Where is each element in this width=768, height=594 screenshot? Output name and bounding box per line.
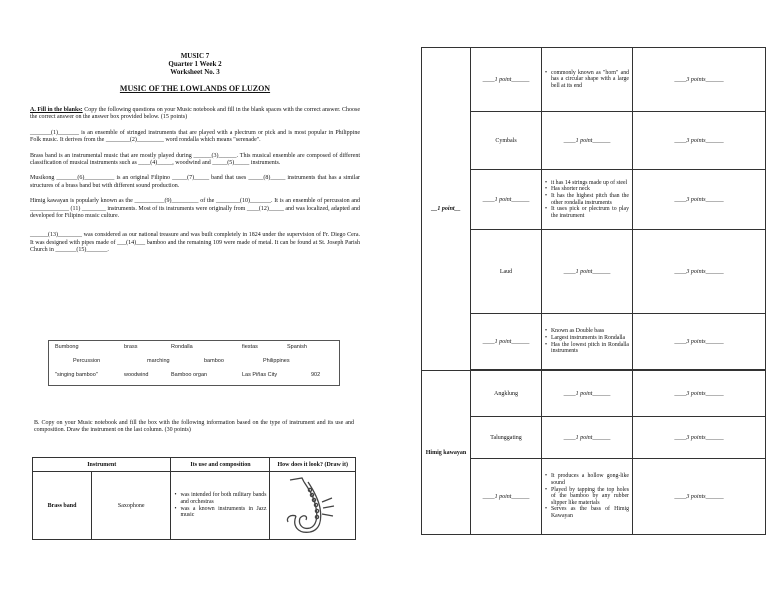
- drawing-points: ____3 points______: [633, 230, 766, 314]
- description-cell: [542, 48, 633, 112]
- use-item: • was intended for both military bands and orchestras: [174, 492, 266, 505]
- use-composition-cell: [171, 472, 270, 540]
- worksheet-number: Worksheet No. 3: [170, 68, 220, 76]
- answer-choice: Philippines: [263, 358, 290, 364]
- section-a-instructions: [30, 107, 360, 122]
- drawing-points: ____3 points______: [633, 371, 766, 417]
- description-item: • Known as Double bass: [545, 328, 629, 335]
- answer-choice: Bumbong: [55, 344, 79, 350]
- answer-choice: "singing bamboo": [55, 372, 98, 378]
- drawing-points: ____3 points______: [633, 314, 766, 370]
- left-page: [30, 52, 360, 255]
- instrument-name-blank: ____1 point______: [471, 170, 542, 230]
- instrument-table: [32, 457, 356, 540]
- answer-choice: Las Piñas City: [242, 372, 278, 378]
- description-item: • commonly known as "horn" and has a circular shape with a large bell at its end: [545, 70, 629, 90]
- description-cell: [542, 314, 633, 370]
- worksheet-title: MUSIC OF THE LOWLANDS OF LUZON: [119, 84, 271, 93]
- answer-choice: woodwind: [124, 372, 149, 378]
- description-cell: [542, 459, 633, 535]
- description-blank: ____1 point______: [542, 417, 633, 459]
- answer-choice: Rondalla: [171, 344, 193, 350]
- description-item: • Played by tapping the top holes of the bamboo by any rubber slipper like materials: [545, 487, 629, 507]
- question-6-8: Musikong _______(6)__________ is an original Filipino _____(7)_____ band that uses _____(8)_____ instruments that has a similar structures of a brass band but with different sound production.: [30, 175, 360, 189]
- description-item: • Has the lowest pitch in Rondalla instruments: [545, 342, 629, 355]
- question-13-15: ______(13)________ was considered as our national treasure and was built completely in 1824 under the supervision of Fr. Diego Cera. It was designed with pipes made of ___(14)___ bamboo and the remaining 109 were made of metal. It can be found at St. Joseph Parish Church in _______(15)_______.: [30, 232, 360, 254]
- section-a-text: Copy the following questions on your Music notebook and fill in the blank spaces with the correct answer. Choose the correct answer on the answer box provided below. (15 points): [30, 107, 360, 121]
- question-3-5: Brass band is an instrumental music that are mostly played during ______(3)______. This musical ensemble are composed of different classification of musical instruments such as ____(4)_____, woodwind and _____(5)_____ instruments.: [30, 152, 360, 167]
- description-item: • Largest instruments in Rondalla: [545, 335, 629, 342]
- answer-choice: brass: [124, 344, 138, 350]
- answer-choice: 902: [311, 372, 321, 378]
- answer-choice: bamboo: [204, 358, 224, 364]
- description-blank: ____1 point______: [542, 371, 633, 417]
- subject-title: MUSIC 7: [180, 52, 210, 60]
- instrument-name-blank: ____1 point______: [471, 48, 542, 112]
- drawing-points: ____3 points______: [633, 417, 766, 459]
- question-1-2: _______(1)_______ is an ensemble of stringed instruments that are played with a plectrum or pick and is most popular in Philippine Folk music. It derives from the ________(2)_________ word rondalla which means "serenade".: [30, 129, 360, 144]
- answer-choice: Bamboo organ: [171, 372, 208, 378]
- drawing-points: ____3 points______: [633, 170, 766, 230]
- category-cell: Brass band: [33, 472, 92, 540]
- saxophone-icon: [278, 474, 348, 536]
- section-b-instructions: B. Copy on your Music notebook and fill the box with the following information based on the type of instrument and its use and composition. Draw the instrument on the last column. (30 points): [34, 420, 354, 434]
- description-item: • Serves as the bass of Himig Kawayan: [545, 506, 629, 519]
- group-label: __1 point__: [422, 48, 471, 371]
- drawing-points: ____3 points______: [633, 48, 766, 112]
- description-item: • It uses pick or plectrum to play the instrument: [545, 206, 629, 219]
- instrument-name: Laud: [471, 230, 542, 314]
- question-9-12: Himig kawayan is popularly known as the __________(9)_________ of the ________(10)_______. It is an ensemble of percussion and _____________ (11) ________ instruments. Most of its instruments were originally from ____(12)_____ and was localized, adapted and developed for Filipino music culture.: [30, 198, 360, 220]
- answer-choice: fiestas: [242, 344, 258, 350]
- instrument-name: Talunggating: [471, 417, 542, 459]
- drawing-cell: [270, 472, 356, 540]
- drawing-points: ____3 points______: [633, 112, 766, 170]
- instrument-name-blank: ____1 point______: [471, 314, 542, 370]
- drawing-points: ____3 points______: [633, 459, 766, 535]
- description-cell: [542, 170, 633, 230]
- quarter-week: Quarter 1 Week 2: [168, 60, 222, 68]
- instrument-name: Angklung: [471, 371, 542, 417]
- answer-choice: marching: [147, 358, 170, 364]
- group-label: Himig kawayan: [422, 371, 471, 535]
- col-header-instrument: Instrument: [33, 458, 171, 472]
- description-item: • Has shorter neck: [545, 186, 629, 193]
- use-item: • was a known instruments in Jazz music: [174, 506, 266, 519]
- instrument-answer-table: [421, 47, 766, 535]
- answer-choice: Spanish: [287, 344, 307, 350]
- col-header-draw: How does it look? (Draw it): [270, 458, 356, 472]
- description-blank: ____1 point______: [542, 230, 633, 314]
- description-blank: ____1 point______: [542, 112, 633, 170]
- section-a-heading: A. Fill in the blanks:: [30, 107, 83, 113]
- instrument-name-blank: ____1 point______: [471, 459, 542, 535]
- instrument-name-cell: Saxophone: [92, 472, 171, 540]
- answer-box: [48, 340, 340, 386]
- instrument-name: Cymbals: [471, 112, 542, 170]
- description-item: • It has the highest pitch than the other rondalla instruments: [545, 193, 629, 206]
- description-item: • It produces a hollow gong-like sound: [545, 473, 629, 486]
- description-item: • it has 14 strings made up of steel: [545, 180, 629, 187]
- answer-choice: Percussion: [73, 358, 101, 364]
- col-header-use: Its use and composition: [171, 458, 270, 472]
